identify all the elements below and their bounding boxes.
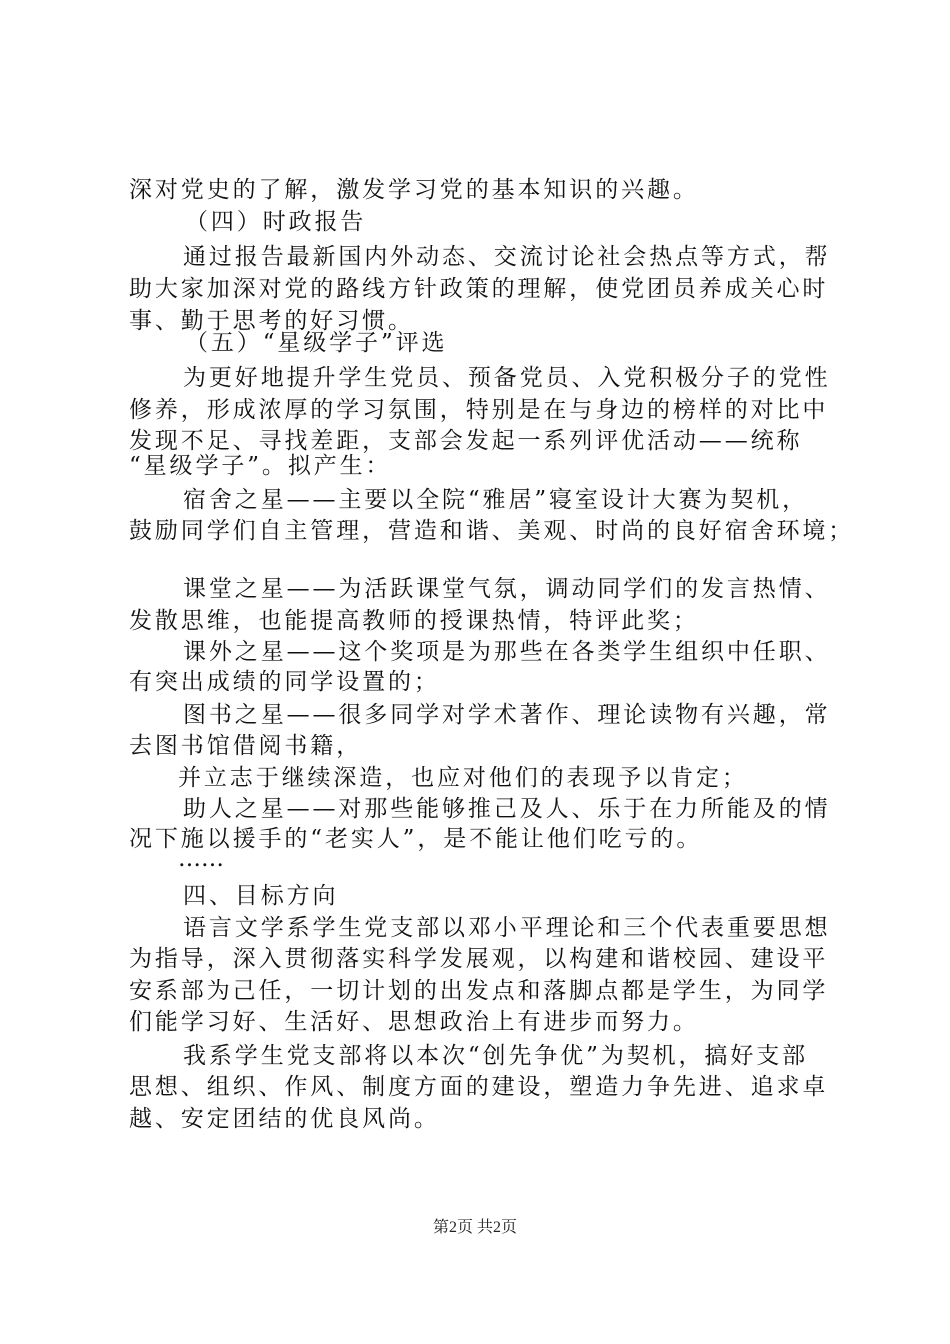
text-line: 深对党史的了解，激发学习党的基本知识的兴趣。 [129, 177, 699, 203]
text-line: 况下施以援手的“老实人”，是不能让他们吃亏的。 [129, 826, 703, 852]
text-line: 我系学生党支部将以本次“创先争优”为契机，搞好支部 [183, 1043, 809, 1069]
text-line: 修养，形成浓厚的学习氛围，特别是在与身边的榜样的对比中 [129, 397, 829, 423]
section-heading: （四）时政报告 [185, 209, 367, 235]
text-line: 课外之星——这个奖项是为那些在各类学生组织中任职、 [183, 639, 831, 665]
text-line: 发现不足、寻找差距，支部会发起一系列评优活动——统称 [129, 428, 803, 454]
text-line: 图书之星——很多同学对学术著作、理论读物有兴趣，常 [183, 702, 831, 728]
page-number-footer: 第2页 共2页 [432, 1219, 517, 1236]
text-line: 有突出成绩的同学设置的； [129, 669, 440, 695]
text-line: 为指导，深入贯彻落实科学发展观，以构建和谐校园、建设平 [129, 946, 829, 972]
text-line: “星级学子”。拟产生： [129, 453, 392, 479]
text-line: 助人之星——对那些能够推己及人、乐于在力所能及的情 [183, 796, 831, 822]
text-line: 助大家加深对党的路线方针政策的理解，使党团员养成关心时 [129, 276, 829, 302]
ellipsis-line: …… [178, 846, 224, 872]
text-line: 通过报告最新国内外动态、交流讨论社会热点等方式，帮 [183, 244, 831, 270]
text-line: 为更好地提升学生党员、预备党员、入党积极分子的党性 [183, 365, 831, 391]
text-line: 发散思维，也能提高教师的授课热情，特评此奖； [129, 608, 699, 634]
text-line: 宿舍之星——主要以全院“雅居”寝室设计大赛为契机， [183, 487, 809, 513]
text-line: 语言文学系学生党支部以邓小平理论和三个代表重要思想 [183, 915, 831, 941]
text-line: 越、安定团结的优良风尚。 [129, 1106, 440, 1132]
text-line: 思想、组织、作风、制度方面的建设，塑造力争先进、追求卓 [129, 1074, 829, 1100]
section-heading: 四、目标方向 [183, 883, 339, 909]
text-line: 事、勤于思考的好习惯。 [129, 308, 414, 334]
text-line: 安系部为己任，一切计划的出发点和落脚点都是学生，为同学 [129, 978, 829, 1004]
text-line: 们能学习好、生活好、思想政治上有进步而努力。 [129, 1009, 699, 1035]
text-line: 课堂之星——为活跃课堂气氛，调动同学们的发言热情、 [183, 576, 831, 602]
text-line: 鼓励同学们自主管理，营造和谐、美观、时尚的良好宿舍环境； [129, 518, 855, 544]
text-line: 并立志于继续深造，也应对他们的表现予以肯定； [178, 765, 748, 791]
text-line: 去图书馆借阅书籍， [129, 733, 363, 759]
section-heading: （五）“星级学子”评选 [185, 330, 448, 356]
